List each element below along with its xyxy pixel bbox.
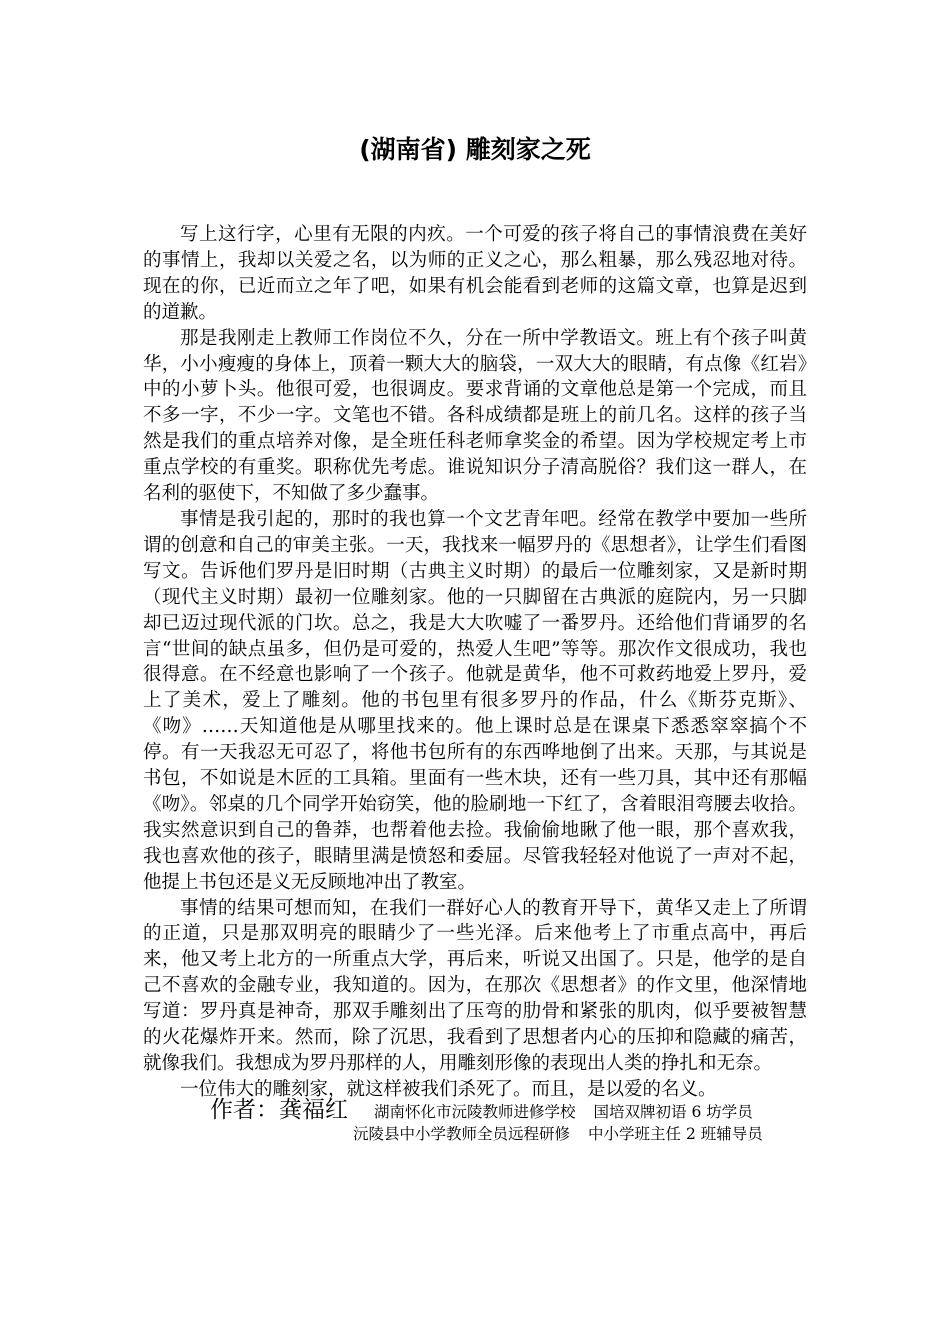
paragraph-5: 一位伟大的雕刻家，就这样被我们杀死了。而且，是以爱的名义。 (180, 1078, 717, 1100)
author-affiliation-4: 中小学班主任 2 班辅导员 (588, 1125, 763, 1143)
paragraph-3: 事情是我引起的，那时的我也算一个文艺青年吧。经常在教学中要加一些所谓的创意和自己的审美主张。一天，我找来一幅罗丹的《思想者》，让学生们看图写文。告诉他们罗丹是旧时期（古典主义时期）的最后一位雕刻家，又是新时期（现代主义时期）最初一位雕刻家。他的一只脚留在古典派的庭院内，另一只脚却已迈过现代派的门坎。总之，我是大大吹嘘了一番罗丹。还给他们背诵罗的名言“世间的缺点虽多，但仍是可爱的，热爱人生吧”等等。那次作文很成功，我也很得意。在不经意也影响了一个孩子。他就是黄华，他不可救药地爱上罗丹，爱上了美术，爱上了雕刻。他的书包里有很多罗丹的作品，什么《斯芬克斯》、《吻》……天知道他是从哪里找来的。他上课时总是在课桌下悉悉窣窣搞个不停。有一天我忍无可忍了，将他书包所有的东西哗地倒了出来。天那，与其说是书包，不如说是木匠的工具箱。里面有一些木块，还有一些刀具，其中还有那幅《吻》。邻桌的几个同学开始窃笑，他的脸刷地一下红了，含着眼泪弯腰去收拾。我实然意识到自己的鲁莽，也帮着他去捡。我偷偷地瞅了他一眼，那个喜欢我，我也喜欢他的孩子，眼睛里满是愤怒和委屈。尽管我轻轻对他说了一声对不起，他提上书包还是义无反顾地冲出了教室。 (143, 508, 807, 893)
paragraph-2: 那是我刚走上教师工作岗位不久，分在一所中学教语文。班上有个孩子叫黄华，小小瘦瘦的身体上，顶着一颗大大的脑袋，一双大大的眼睛，有点像《红岩》中的小萝卜头。他很可爱，也很调皮。要求背诵的文章他总是第一个完成，而且不多一字，不少一字。文笔也不错。各科成绩都是班上的前几名。这样的孩子当然是我们的重点培养对像，是全班任科老师拿奖金的希望。因为学校规定考上市重点学校的有重奖。职称优先考虑。谁说知识分子清高脱俗？我们这一群人，在名利的驱使下，不知做了多少蠢事。 (143, 327, 807, 505)
author-affiliation-3: 沅陵县中小学教师全员远程研修 (353, 1125, 571, 1143)
paragraph-4: 事情的结果可想而知，在我们一群好心人的教育开导下，黄华又走上了所谓的正道，只是那双明亮的眼睛少了一些光泽。后来他考上了市重点高中，再后来，他又考上北方的一所重点大学，再后来，听说又出国了。只是，他学的是自己不喜欢的金融专业，我知道的。因为，在那次《思想者》的作文里，他深情地写道：罗丹真是神奇，那双手雕刻出了压弯的肋骨和紧张的肌肉，似乎要被智慧的火花爆炸开来。然而，除了沉思，我看到了思想者内心的压抑和隐藏的痛苦，就像我们。我想成为罗丹那样的人，用雕刻形像的表现出人类的挣扎和无奈。 (143, 897, 807, 1074)
author-affiliation-2: 国培双牌初语 6 坊学员 (593, 1103, 753, 1121)
article-body (143, 222, 807, 1103)
author-affiliation-1: 湖南怀化市沅陵教师进修学校 (374, 1103, 576, 1121)
paragraph-1: 写上这行字，心里有无限的内疚。一个可爱的孩子将自己的事情浪费在美好的事情上，我却以关爱之名，以为师的正义之心，那么粗暴，那么残忍地对待。现在的你，已近而立之年了吧，如果有机会能看到老师的这篇文章，也算是迟到的道歉。 (143, 224, 807, 323)
author-line-2 (353, 1123, 763, 1145)
document-title: (湖南省) 雕刻家之死 (359, 135, 591, 164)
author-label: 作者： (210, 1097, 279, 1123)
author-name: 龚福红 (279, 1097, 348, 1123)
